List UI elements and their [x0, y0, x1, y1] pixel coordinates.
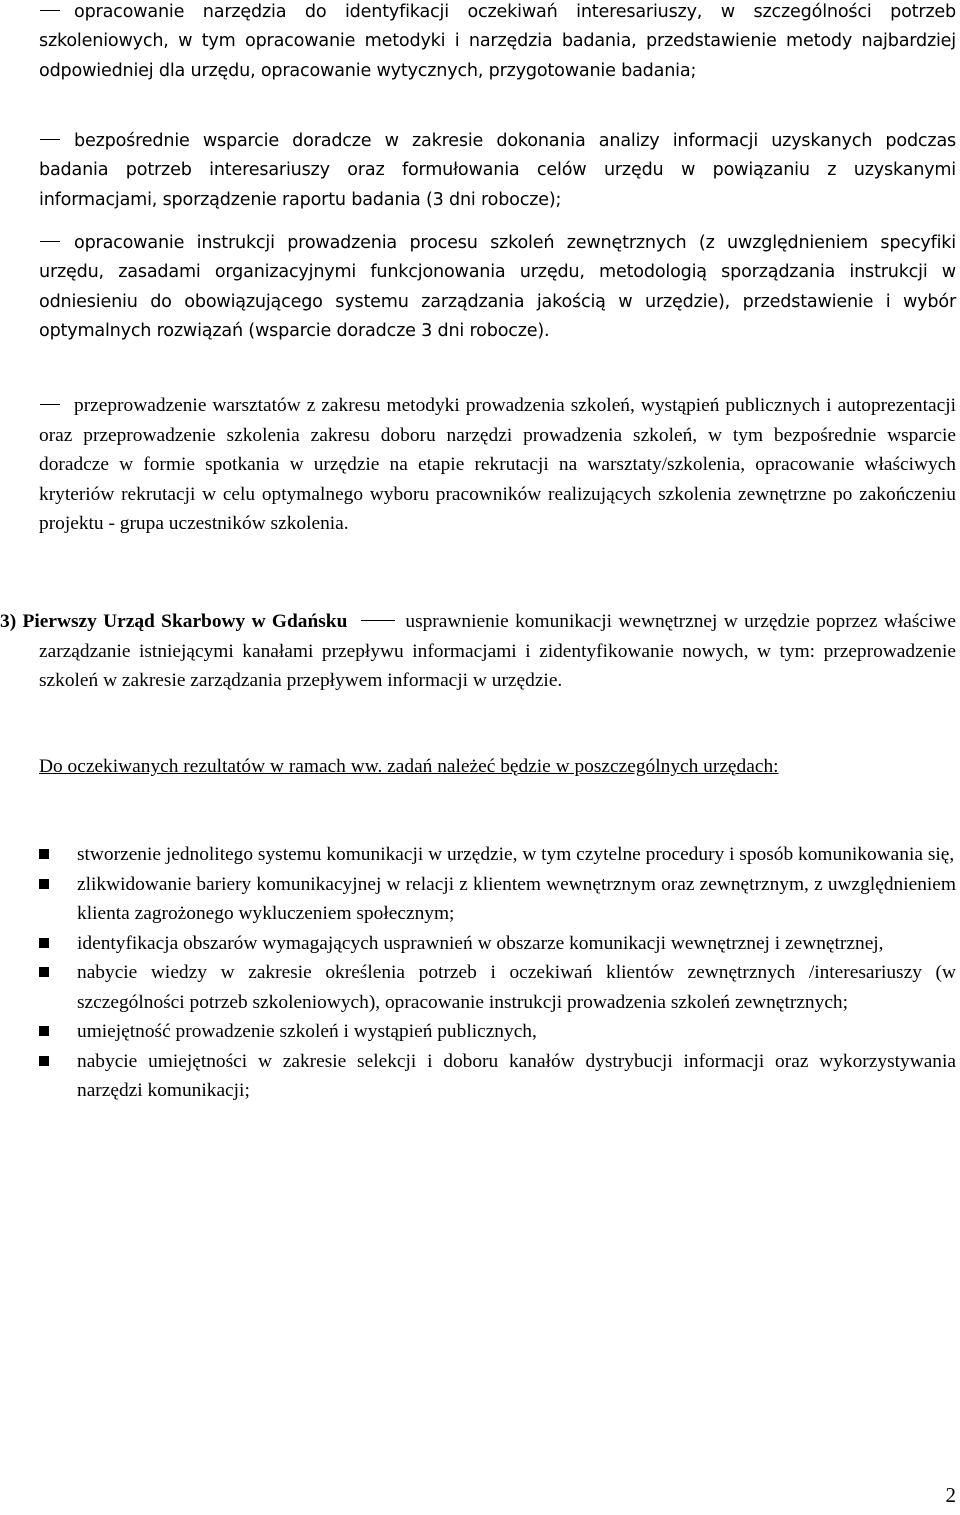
list-item: [39, 1047, 956, 1106]
list-item: [39, 929, 956, 959]
list-item-text: nabycie umiejętności w zakresie selekcji i doboru kanałów dystrybucji informacji oraz wykorzystywania narzędzi komunikacji;: [77, 1050, 956, 1101]
bullet-paragraph-1: [39, 0, 956, 86]
dash-bullet-icon: [40, 241, 60, 242]
square-bullet-icon: [39, 849, 49, 859]
square-bullet-icon: [39, 1026, 49, 1036]
square-bullet-icon: [39, 938, 49, 948]
paragraph-text: przeprowadzenie warsztatów z zakresu metodyki prowadzenia szkoleń, wystąpień publicznych i autoprezentacji oraz przeprowadzenie szkolenia zakresu doboru narzędzi prowadzenia szkoleń, w tym bezpośrednie wsparcie doradcze w formie spotkania w urzędzie na etapie rekrutacji na warsztaty/szkolenia, opracowanie właściwych kryteriów rekrutacji w celu optymalnego wyboru pracowników realizujących szkolenia zewnętrzne po zakończeniu projektu - grupa uczestników szkolenia.: [39, 395, 956, 534]
bullet-paragraph-3: [39, 229, 956, 346]
section-3-paragraph: [0, 607, 956, 696]
page-number: 2: [945, 1483, 956, 1507]
list-item-text: nabycie wiedzy w zakresie określenia potrzeb i oczekiwań klientów zewnętrznych /interesariuszy (w szczególności potrzeb szkoleniowych), opracowanie instrukcji prowadzenia szkoleń zewnętrznych;: [77, 962, 956, 1013]
list-item-text: identyfikacja obszarów wymagających usprawnień w obszarze komunikacji wewnętrznej i zewnętrznej,: [77, 932, 884, 954]
list-item-text: stworzenie jednolitego systemu komunikacji w urzędzie, w tym czytelne procedury i sposób komunikowania się,: [77, 844, 955, 865]
bullet-paragraph-4: [39, 391, 956, 539]
list-item-text: zlikwidowanie bariery komunikacyjnej w relacji z klientem wewnętrznym oraz zewnętrznym, z uwzględnieniem klienta zagrożonego wykluczeniem społecznym;: [77, 873, 956, 924]
list-item-text: umiejętność prowadzenie szkoleń i wystąpień publicznych,: [77, 1021, 537, 1042]
square-bullet-icon: [39, 879, 49, 889]
square-bullet-icon: [39, 1056, 49, 1066]
results-list: [39, 840, 956, 1106]
list-item: [39, 1017, 956, 1047]
dash-bullet-icon: [40, 139, 60, 140]
section-title: Pierwszy Urząd Skarbowy w Gdańsku: [22, 611, 348, 632]
bullet-paragraph-2: [39, 127, 956, 215]
section-text: usprawnienie komunikacji wewnętrznej w urzędzie poprzez właściwe zarządzanie istniejącymi kanałami przepływu informacjami i zidentyfikowanie nowych, w tym: przeprowadzenie szkoleń w zakresie zarządzania przepływem informacji w urzędzie.: [39, 611, 956, 691]
paragraph-text: opracowanie narzędzia do identyfikacji oczekiwań interesariuszy, w szczególności potrzeb szkoleniowych, w tym opracowanie metodyki i narzędzia badania, przedstawienie metody najbardziej odpowiedniej dla urzędu, opracowanie wytycznych, przygotowanie badania;: [39, 2, 956, 81]
dash-bullet-icon: [40, 10, 60, 11]
square-bullet-icon: [39, 967, 49, 977]
section-number: 3): [0, 611, 17, 632]
list-item: [39, 840, 956, 870]
paragraph-text: opracowanie instrukcji prowadzenia procesu szkoleń zewnętrznych (z uwzględnieniem specyfiki urzędu, zasadami organizacyjnymi funkcjonowania urzędu, metodologią sporządzania instrukcji w odniesieniu do obowiązującego systemu zarządzania jakością w urzędzie), przedstawienie i wybór optymalnych rozwiązań (wsparcie doradcze 3 dni robocze).: [39, 233, 956, 341]
list-item: [39, 958, 956, 1017]
dash-separator-icon: [361, 620, 395, 621]
list-item: [39, 870, 956, 929]
dash-bullet-icon: [40, 404, 60, 405]
paragraph-text: bezpośrednie wsparcie doradcze w zakresie dokonania analizy informacji uzyskanych podczas badania potrzeb interesariuszy oraz formułowania celów urzędu w powiązaniu z uzyskanymi informacjami, sporządzenie raportu badania (3 dni robocze);: [39, 131, 956, 210]
results-heading: Do oczekiwanych rezultatów w ramach ww. zadań należeć będzie w poszczególnych urzędach:: [39, 756, 779, 777]
